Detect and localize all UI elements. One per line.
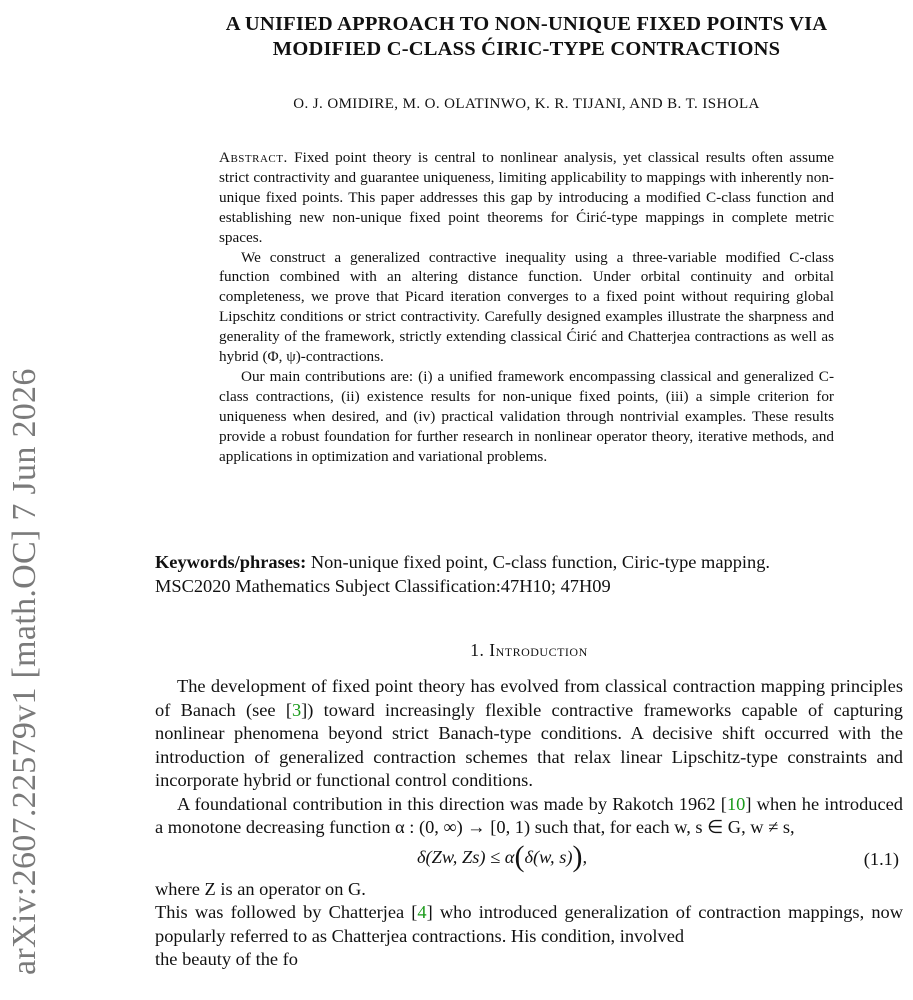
keywords-text: Non-unique fixed point, C-class function, Ciric-type mapping.	[310, 552, 770, 572]
citation-link[interactable]: 4	[417, 902, 427, 922]
keywords-line	[155, 551, 905, 575]
title-line-2: MODIFIED C-CLASS ĆIRIC-TYPE CONTRACTIONS	[272, 38, 781, 60]
intro-paragraph-4-cutoff: the beauty of the fo	[155, 949, 298, 969]
intro-paragraph-1: The development of fixed point theory has evolved from classical contraction mapping principles of Banach (see [3]) toward increasingly flexible contractive frameworks capable of capturing nonlinear phenomena beyond strict Banach-type conditions. A decisive shift occurred with the introduction of generalized contraction schemes that relax linear Lipschitz-type constraints and incorporate hybrid or functional control conditions.	[155, 676, 903, 790]
abstract-paragraph-3: Our main contributions are: (i) a unified framework encompassing classical and generalized C-class contractions, (ii) existence results for non-unique fixed points, (iii) a simple criterion for uniqueness when desired, and (iv) practical validation through nontrivial examples. These results provide a robust foundation for further research in nonlinear operator theory, iterative methods, and applications in optimization and variational problems.	[219, 367, 834, 465]
citation-link[interactable]: 10	[726, 793, 746, 814]
title-line-1: A UNIFIED APPROACH TO NON-UNIQUE FIXED POINTS VIA	[225, 13, 828, 35]
paper-title	[150, 12, 903, 62]
abstract-text-1: Fixed point theory is central to nonlinear analysis, yet classical results often assume strict contractivity and guarantee uniqueness, limiting applicability to mappings with inherently non-unique fixed points. This paper addresses this gap by introducing a modified C-class function and establishing new non-unique fixed point theorems for Ćirić-type mappings in complete metric spaces.	[219, 149, 835, 246]
author-list: O. J. OMIDIRE, M. O. OLATINWO, K. R. TIJANI, AND B. T. ISHOLA	[293, 96, 760, 112]
abstract-heading: Abstract.	[219, 149, 288, 166]
keywords-block	[155, 551, 905, 598]
equation-number: (1.1)	[863, 848, 899, 869]
equation-1-1	[155, 840, 903, 878]
abstract-paragraph-1	[219, 148, 834, 248]
intro-paragraph-4: This was followed by Chatterjea [4] who introduced generalization of contraction mappings, now popularly referred to as Chatterjea contractions. His condition, involved	[155, 902, 903, 946]
intro-paragraph-2: A foundational contribution in this direction was made by Rakotch 1962 [10] when he introduced a monotone decreasing function α : (0, ∞) → [0, 1) such that, for each w, s ∈ G, w ≠ s,	[155, 793, 903, 837]
introduction-body	[155, 675, 903, 972]
abstract-paragraph-2: We construct a generalized contractive inequality using a three-variable modified C-class function combined with an altering distance function. Under orbital continuity and orbital completeness, we prove that Picard iteration converges to a fixed point without requiring global Lipschitz conditions or strict contractivity. Carefully designed examples illustrate the sharpness and generality of the framework, strictly extending classical Ćirić and Chatterjea contractions as well as hybrid (Φ, ψ)-contractions.	[219, 248, 834, 366]
arxiv-side-stamp: arXiv:2607.22579v1 [math.OC] 7 Jun 2026	[6, 368, 43, 975]
msc-classification: MSC2020 Mathematics Subject Classification:47H10; 47H09	[155, 575, 611, 596]
section-heading: 1. Introduction	[470, 640, 588, 660]
equation-body: δ(Zw, Zs) ≤ α(δ(w, s)),	[417, 839, 588, 873]
intro-paragraph-3: where Z is an operator on G.	[155, 878, 366, 899]
citation-link[interactable]: 3	[291, 699, 302, 720]
keywords-label: Keywords/phrases:	[155, 552, 307, 572]
abstract	[219, 148, 834, 467]
